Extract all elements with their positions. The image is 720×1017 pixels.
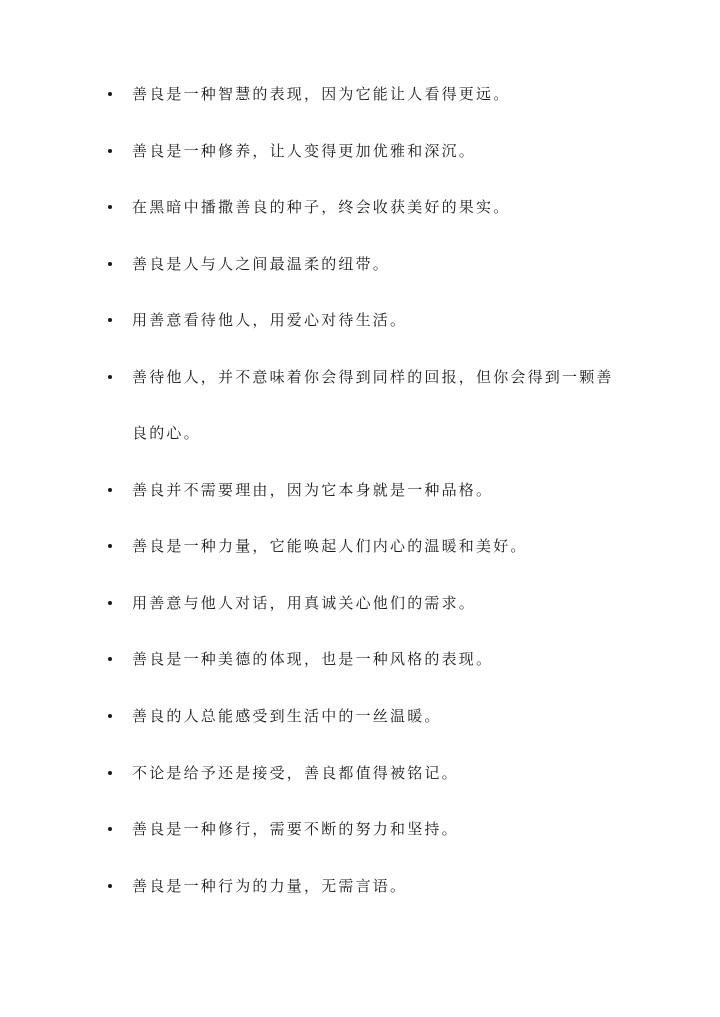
list-item bbox=[108, 818, 628, 840]
list-item bbox=[108, 592, 628, 614]
list-item bbox=[108, 535, 628, 557]
list-item-text: 善良是一种美德的体现，也是一种风格的表现。 bbox=[132, 650, 494, 669]
bullet-icon bbox=[108, 544, 112, 548]
list-item-text: 善良是一种修行，需要不断的努力和坚持。 bbox=[132, 820, 459, 839]
bullet-icon bbox=[108, 601, 112, 605]
list-item bbox=[108, 83, 628, 105]
list-item-text: 善良并不需要理由，因为它本身就是一种品格。 bbox=[132, 480, 494, 499]
bullet-icon bbox=[108, 657, 112, 661]
bullet-icon bbox=[108, 262, 112, 266]
list-item bbox=[108, 479, 628, 501]
quote-list bbox=[108, 83, 628, 931]
list-item bbox=[108, 648, 628, 670]
list-item-text: 不论是给予还是接受，善良都值得被铭记。 bbox=[132, 763, 459, 782]
bullet-icon bbox=[108, 149, 112, 153]
bullet-icon bbox=[108, 884, 112, 888]
list-item-text: 善良是一种修养，让人变得更加优雅和深沉。 bbox=[132, 141, 477, 160]
list-item bbox=[108, 140, 628, 162]
bullet-icon bbox=[108, 92, 112, 96]
list-item-text: 善良是一种行为的力量，无需言语。 bbox=[132, 876, 408, 895]
bullet-icon bbox=[108, 771, 112, 775]
list-item-text: 善良是一种智慧的表现，因为它能让人看得更远。 bbox=[132, 85, 511, 103]
bullet-icon bbox=[108, 488, 112, 492]
bullet-icon bbox=[108, 714, 112, 718]
list-item-text: 用善意看待他人，用爱心对待生活。 bbox=[132, 311, 408, 330]
list-item-text: 善良是一种力量，它能唤起人们内心的温暖和美好。 bbox=[132, 537, 528, 556]
list-item bbox=[108, 309, 628, 331]
bullet-icon bbox=[108, 318, 112, 322]
list-item-text: 善待他人，并不意味着你会得到同样的回报，但你会得到一颗善良的心。 bbox=[132, 367, 614, 442]
list-item-text: 善良是人与人之间最温柔的纽带。 bbox=[132, 254, 391, 273]
list-item-text: 善良的人总能感受到生活中的一丝温暖。 bbox=[132, 706, 442, 725]
list-item bbox=[108, 875, 628, 897]
list-item-text: 在黑暗中播撒善良的种子，终会收获美好的果实。 bbox=[132, 198, 511, 217]
list-item bbox=[108, 762, 628, 784]
list-item bbox=[108, 253, 628, 275]
list-item bbox=[108, 349, 628, 461]
list-item bbox=[108, 705, 628, 727]
list-item bbox=[108, 196, 628, 218]
bullet-icon bbox=[108, 827, 112, 831]
list-item-text: 用善意与他人对话，用真诚关心他们的需求。 bbox=[132, 593, 477, 612]
bullet-icon bbox=[108, 205, 112, 209]
bullet-icon bbox=[108, 375, 112, 379]
